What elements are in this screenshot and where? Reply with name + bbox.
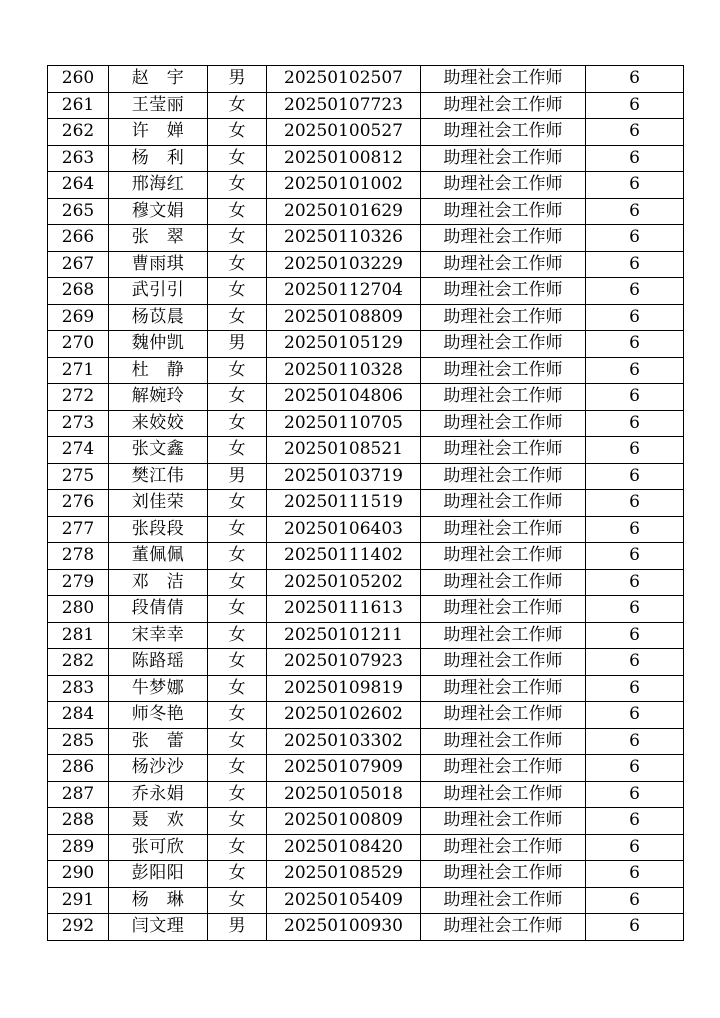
table-row xyxy=(48,596,684,623)
count-cell: 6 xyxy=(586,490,684,517)
name-cell: 段倩倩 xyxy=(109,596,208,623)
exam-id-cell: 20250101211 xyxy=(267,622,421,649)
table-row xyxy=(48,66,684,93)
qualification-level-cell: 助理社会工作师 xyxy=(421,304,586,331)
count-cell: 6 xyxy=(586,887,684,914)
exam-id-cell: 20250101629 xyxy=(267,198,421,225)
count-cell: 6 xyxy=(586,569,684,596)
count-cell: 6 xyxy=(586,463,684,490)
count-cell: 6 xyxy=(586,304,684,331)
name-cell: 穆文娟 xyxy=(109,198,208,225)
name-cell: 杜 静 xyxy=(109,357,208,384)
qualification-level-cell: 助理社会工作师 xyxy=(421,861,586,888)
count-cell: 6 xyxy=(586,675,684,702)
name-cell: 张段段 xyxy=(109,516,208,543)
count-cell: 6 xyxy=(586,543,684,570)
qualification-level-cell: 助理社会工作师 xyxy=(421,914,586,941)
gender-cell: 女 xyxy=(208,92,267,119)
exam-id-cell: 20250111519 xyxy=(267,490,421,517)
gender-cell: 女 xyxy=(208,622,267,649)
qualification-level-cell: 助理社会工作师 xyxy=(421,172,586,199)
qualification-level-cell: 助理社会工作师 xyxy=(421,463,586,490)
exam-id-cell: 20250102507 xyxy=(267,66,421,93)
exam-id-cell: 20250102602 xyxy=(267,702,421,729)
exam-id-cell: 20250106403 xyxy=(267,516,421,543)
name-cell: 聂 欢 xyxy=(109,808,208,835)
gender-cell: 女 xyxy=(208,251,267,278)
count-cell: 6 xyxy=(586,92,684,119)
row-number-cell: 291 xyxy=(48,887,109,914)
exam-id-cell: 20250112704 xyxy=(267,278,421,305)
qualification-level-cell: 助理社会工作师 xyxy=(421,251,586,278)
exam-id-cell: 20250110328 xyxy=(267,357,421,384)
name-cell: 王莹丽 xyxy=(109,92,208,119)
row-number-cell: 289 xyxy=(48,834,109,861)
qualification-level-cell: 助理社会工作师 xyxy=(421,410,586,437)
row-number-cell: 280 xyxy=(48,596,109,623)
exam-id-cell: 20250100930 xyxy=(267,914,421,941)
row-number-cell: 262 xyxy=(48,119,109,146)
row-number-cell: 277 xyxy=(48,516,109,543)
table-row xyxy=(48,543,684,570)
table-row xyxy=(48,410,684,437)
table-row xyxy=(48,834,684,861)
count-cell: 6 xyxy=(586,728,684,755)
name-cell: 张 蕾 xyxy=(109,728,208,755)
qualification-level-cell: 助理社会工作师 xyxy=(421,596,586,623)
count-cell: 6 xyxy=(586,755,684,782)
gender-cell: 女 xyxy=(208,543,267,570)
name-cell: 杨 琳 xyxy=(109,887,208,914)
gender-cell: 女 xyxy=(208,119,267,146)
count-cell: 6 xyxy=(586,596,684,623)
name-cell: 师冬艳 xyxy=(109,702,208,729)
table-row xyxy=(48,781,684,808)
gender-cell: 女 xyxy=(208,384,267,411)
exam-id-cell: 20250108521 xyxy=(267,437,421,464)
name-cell: 刘佳荣 xyxy=(109,490,208,517)
name-cell: 张 翠 xyxy=(109,225,208,252)
count-cell: 6 xyxy=(586,702,684,729)
gender-cell: 男 xyxy=(208,914,267,941)
exam-id-cell: 20250107723 xyxy=(267,92,421,119)
exam-id-cell: 20250100527 xyxy=(267,119,421,146)
row-number-cell: 268 xyxy=(48,278,109,305)
table-row xyxy=(48,649,684,676)
qualification-level-cell: 助理社会工作师 xyxy=(421,675,586,702)
row-number-cell: 273 xyxy=(48,410,109,437)
name-cell: 杨苡晨 xyxy=(109,304,208,331)
qualification-level-cell: 助理社会工作师 xyxy=(421,225,586,252)
exam-id-cell: 20250111613 xyxy=(267,596,421,623)
row-number-cell: 270 xyxy=(48,331,109,358)
count-cell: 6 xyxy=(586,278,684,305)
exam-id-cell: 20250105202 xyxy=(267,569,421,596)
exam-id-cell: 20250105409 xyxy=(267,887,421,914)
gender-cell: 女 xyxy=(208,808,267,835)
exam-id-cell: 20250107923 xyxy=(267,649,421,676)
gender-cell: 女 xyxy=(208,781,267,808)
table-row xyxy=(48,384,684,411)
table-row xyxy=(48,437,684,464)
count-cell: 6 xyxy=(586,251,684,278)
gender-cell: 女 xyxy=(208,304,267,331)
exam-id-cell: 20250110326 xyxy=(267,225,421,252)
qualification-level-cell: 助理社会工作师 xyxy=(421,198,586,225)
row-number-cell: 285 xyxy=(48,728,109,755)
exam-id-cell: 20250108809 xyxy=(267,304,421,331)
qualification-level-cell: 助理社会工作师 xyxy=(421,437,586,464)
exam-id-cell: 20250103229 xyxy=(267,251,421,278)
name-cell: 邢海红 xyxy=(109,172,208,199)
name-cell: 武引引 xyxy=(109,278,208,305)
row-number-cell: 286 xyxy=(48,755,109,782)
count-cell: 6 xyxy=(586,516,684,543)
table-row xyxy=(48,622,684,649)
gender-cell: 女 xyxy=(208,357,267,384)
row-number-cell: 271 xyxy=(48,357,109,384)
name-cell: 魏仲凯 xyxy=(109,331,208,358)
qualification-level-cell: 助理社会工作师 xyxy=(421,755,586,782)
count-cell: 6 xyxy=(586,649,684,676)
gender-cell: 女 xyxy=(208,675,267,702)
count-cell: 6 xyxy=(586,357,684,384)
table-row xyxy=(48,569,684,596)
gender-cell: 女 xyxy=(208,702,267,729)
gender-cell: 女 xyxy=(208,649,267,676)
table-row xyxy=(48,145,684,172)
qualification-level-cell: 助理社会工作师 xyxy=(421,569,586,596)
qualification-level-cell: 助理社会工作师 xyxy=(421,728,586,755)
qualification-level-cell: 助理社会工作师 xyxy=(421,543,586,570)
table-row xyxy=(48,278,684,305)
table-row xyxy=(48,490,684,517)
name-cell: 陈路瑶 xyxy=(109,649,208,676)
gender-cell: 女 xyxy=(208,278,267,305)
gender-cell: 女 xyxy=(208,834,267,861)
row-number-cell: 266 xyxy=(48,225,109,252)
exam-id-cell: 20250110705 xyxy=(267,410,421,437)
qualification-level-cell: 助理社会工作师 xyxy=(421,702,586,729)
row-number-cell: 284 xyxy=(48,702,109,729)
exam-id-cell: 20250108420 xyxy=(267,834,421,861)
row-number-cell: 287 xyxy=(48,781,109,808)
name-cell: 解婉玲 xyxy=(109,384,208,411)
name-cell: 樊江伟 xyxy=(109,463,208,490)
table-row xyxy=(48,887,684,914)
table-row xyxy=(48,304,684,331)
count-cell: 6 xyxy=(586,861,684,888)
row-number-cell: 276 xyxy=(48,490,109,517)
row-number-cell: 260 xyxy=(48,66,109,93)
name-cell: 牛梦娜 xyxy=(109,675,208,702)
name-cell: 杨 利 xyxy=(109,145,208,172)
exam-id-cell: 20250100812 xyxy=(267,145,421,172)
qualification-level-cell: 助理社会工作师 xyxy=(421,649,586,676)
table-row xyxy=(48,702,684,729)
exam-id-cell: 20250105018 xyxy=(267,781,421,808)
exam-id-cell: 20250105129 xyxy=(267,331,421,358)
row-number-cell: 274 xyxy=(48,437,109,464)
row-number-cell: 269 xyxy=(48,304,109,331)
row-number-cell: 267 xyxy=(48,251,109,278)
roster-table xyxy=(47,65,684,941)
qualification-level-cell: 助理社会工作师 xyxy=(421,145,586,172)
qualification-level-cell: 助理社会工作师 xyxy=(421,834,586,861)
qualification-level-cell: 助理社会工作师 xyxy=(421,781,586,808)
gender-cell: 男 xyxy=(208,66,267,93)
name-cell: 乔永娟 xyxy=(109,781,208,808)
table-row xyxy=(48,251,684,278)
name-cell: 董佩佩 xyxy=(109,543,208,570)
table-row xyxy=(48,172,684,199)
table-row xyxy=(48,675,684,702)
name-cell: 曹雨琪 xyxy=(109,251,208,278)
exam-id-cell: 20250108529 xyxy=(267,861,421,888)
gender-cell: 女 xyxy=(208,198,267,225)
count-cell: 6 xyxy=(586,808,684,835)
gender-cell: 女 xyxy=(208,490,267,517)
exam-id-cell: 20250107909 xyxy=(267,755,421,782)
row-number-cell: 272 xyxy=(48,384,109,411)
count-cell: 6 xyxy=(586,66,684,93)
name-cell: 杨沙沙 xyxy=(109,755,208,782)
qualification-level-cell: 助理社会工作师 xyxy=(421,92,586,119)
qualification-level-cell: 助理社会工作师 xyxy=(421,357,586,384)
count-cell: 6 xyxy=(586,225,684,252)
gender-cell: 女 xyxy=(208,516,267,543)
row-number-cell: 288 xyxy=(48,808,109,835)
name-cell: 邓 洁 xyxy=(109,569,208,596)
row-number-cell: 279 xyxy=(48,569,109,596)
count-cell: 6 xyxy=(586,781,684,808)
exam-id-cell: 20250103719 xyxy=(267,463,421,490)
row-number-cell: 275 xyxy=(48,463,109,490)
qualification-level-cell: 助理社会工作师 xyxy=(421,119,586,146)
table-row xyxy=(48,357,684,384)
exam-id-cell: 20250111402 xyxy=(267,543,421,570)
name-cell: 张文鑫 xyxy=(109,437,208,464)
qualification-level-cell: 助理社会工作师 xyxy=(421,66,586,93)
table-row xyxy=(48,516,684,543)
table-row xyxy=(48,914,684,941)
row-number-cell: 278 xyxy=(48,543,109,570)
table-row xyxy=(48,463,684,490)
gender-cell: 女 xyxy=(208,410,267,437)
qualification-level-cell: 助理社会工作师 xyxy=(421,490,586,517)
table-row xyxy=(48,861,684,888)
qualification-level-cell: 助理社会工作师 xyxy=(421,622,586,649)
gender-cell: 男 xyxy=(208,463,267,490)
name-cell: 来姣姣 xyxy=(109,410,208,437)
name-cell: 宋幸幸 xyxy=(109,622,208,649)
table-row xyxy=(48,198,684,225)
row-number-cell: 292 xyxy=(48,914,109,941)
count-cell: 6 xyxy=(586,145,684,172)
qualification-level-cell: 助理社会工作师 xyxy=(421,516,586,543)
name-cell: 许 婵 xyxy=(109,119,208,146)
gender-cell: 女 xyxy=(208,755,267,782)
gender-cell: 女 xyxy=(208,437,267,464)
table-row xyxy=(48,808,684,835)
table-row xyxy=(48,755,684,782)
count-cell: 6 xyxy=(586,834,684,861)
count-cell: 6 xyxy=(586,914,684,941)
count-cell: 6 xyxy=(586,410,684,437)
gender-cell: 女 xyxy=(208,172,267,199)
exam-id-cell: 20250109819 xyxy=(267,675,421,702)
count-cell: 6 xyxy=(586,198,684,225)
table-row xyxy=(48,225,684,252)
name-cell: 闫文理 xyxy=(109,914,208,941)
exam-id-cell: 20250101002 xyxy=(267,172,421,199)
name-cell: 彭阳阳 xyxy=(109,861,208,888)
table-row xyxy=(48,119,684,146)
row-number-cell: 263 xyxy=(48,145,109,172)
gender-cell: 女 xyxy=(208,225,267,252)
row-number-cell: 290 xyxy=(48,861,109,888)
name-cell: 赵 宇 xyxy=(109,66,208,93)
count-cell: 6 xyxy=(586,172,684,199)
count-cell: 6 xyxy=(586,384,684,411)
gender-cell: 女 xyxy=(208,596,267,623)
gender-cell: 女 xyxy=(208,145,267,172)
count-cell: 6 xyxy=(586,331,684,358)
count-cell: 6 xyxy=(586,119,684,146)
row-number-cell: 283 xyxy=(48,675,109,702)
qualification-level-cell: 助理社会工作师 xyxy=(421,808,586,835)
gender-cell: 女 xyxy=(208,569,267,596)
qualification-level-cell: 助理社会工作师 xyxy=(421,331,586,358)
count-cell: 6 xyxy=(586,437,684,464)
qualification-level-cell: 助理社会工作师 xyxy=(421,887,586,914)
roster-table-body xyxy=(48,66,684,941)
gender-cell: 女 xyxy=(208,887,267,914)
row-number-cell: 264 xyxy=(48,172,109,199)
gender-cell: 男 xyxy=(208,331,267,358)
row-number-cell: 282 xyxy=(48,649,109,676)
table-row xyxy=(48,728,684,755)
exam-id-cell: 20250100809 xyxy=(267,808,421,835)
row-number-cell: 261 xyxy=(48,92,109,119)
exam-id-cell: 20250103302 xyxy=(267,728,421,755)
name-cell: 张可欣 xyxy=(109,834,208,861)
table-row xyxy=(48,92,684,119)
exam-id-cell: 20250104806 xyxy=(267,384,421,411)
qualification-level-cell: 助理社会工作师 xyxy=(421,278,586,305)
gender-cell: 女 xyxy=(208,861,267,888)
row-number-cell: 281 xyxy=(48,622,109,649)
count-cell: 6 xyxy=(586,622,684,649)
table-row xyxy=(48,331,684,358)
qualification-level-cell: 助理社会工作师 xyxy=(421,384,586,411)
gender-cell: 女 xyxy=(208,728,267,755)
row-number-cell: 265 xyxy=(48,198,109,225)
